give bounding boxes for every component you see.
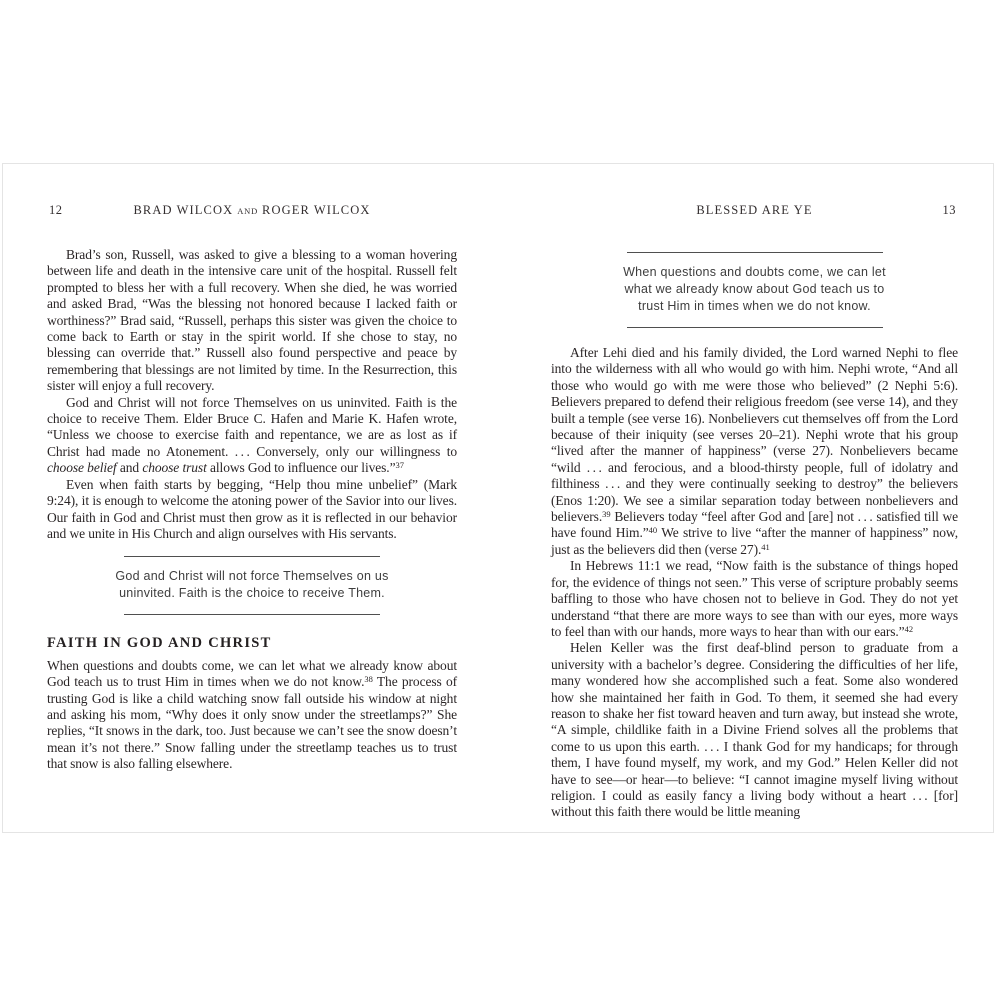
page-number-right: 13 [942,203,956,217]
section-heading: FAITH IN GOD AND CHRIST [47,635,272,652]
paragraph: After Lehi died and his family divided, the Lord warned Nephi to flee into the wilderness with all who would go with him. Nephi wrote, “And all those who would go with me were those who believed” (2 Nephi 5:6). Believers prepared to defend their religious freedom (see verse 14), and they built a temple (see verse 16). Nonbelievers cut themselves off from the Lord because of their iniquity (see verses 20–21). Nephi wrote that his group “lived after the manner of happiness” (verse 27). Nonbelievers became “wild . . . and ferocious, and a blood-thirsty people, full of idolatry and filthiness . . . and they were continually seeking to destroy” the believers (Enos 1:20). We see a similar separation today between nonbelievers and believers.$^{39}$ Believers today “feel after God and [are] not . . . satisfied till we have found Him.”$^{40}$ We strive to live “after the manner of happiness” now, just as the believers did then (verse 27).$^{41}$ [551,345,958,557]
running-head-right [551,203,958,218]
left-page-text-column [47,247,457,773]
running-head-conjunction: AND [237,206,259,216]
running-head-left-author1: BRAD WILCOX [133,203,234,217]
pull-quote-left [108,556,396,615]
paragraph: Helen Keller was the first deaf-blind person to graduate from a university with a bachelor’s degree. Considering the difficulties of her life, many wondered how she accomplished such a feat. Some also wondered how she maintained her faith in God. To them, it seemed she had every reason to shake her fist toward heaven and turn away, but instead she wrote, “A simple, childlike faith in a Divine Friend solves all the problems that come to us upon this earth. . . . I thank God for my handicaps; for through them, I have found myself, my work, and my God.” Helen Keller did not have to see—or hear—to believe: “I cannot imagine myself living without religion. I could as easily fancy a living body without a heart . . . [for] without this faith there would be little meaning [551,640,958,820]
right-page-text-column [551,247,958,821]
paragraph: When questions and doubts come, we can let what we already know about God teach us to trust Him in times when we do not know.$^{38}$ The process of trusting God is like a child watching snow fall outside his window at night and asking his mom, “Why does it only snow under the streetlamps?” She replies, “It snows in the dark, too. Just because we can’t see the snow doesn’t mean it’s not there.” Snow falling under the streetlamp teaches us to trust that snow is also falling elsewhere. [47,657,457,772]
running-head-left-author2: ROGER WILCOX [262,203,371,217]
paragraph: God and Christ will not force Themselves on us uninvited. Faith is the choice to receive Them. Elder Bruce C. Hafen and Marie K. Hafen wrote, “Unless we choose to exercise faith and repentance, we are as lost as if Christ had made no Atonement. . . . Conversely, only our willingness to choose belief and choose trust allows God to influence our lives.”$^{37}$ [47,394,457,476]
pull-quote-rule-bottom [627,327,883,328]
pull-quote-rule-bottom [124,614,380,615]
paragraph: Brad’s son, Russell, was asked to give a blessing to a woman hovering between life and death in the intensive care unit of the hospital. Russell felt prompted to bless her with a full recovery. When she died, he was worried and asked Brad, “Was the blessing not honored because I lacked faith or worthiness?” Brad said, “Russell, perhaps this sister was given the choice to come back to Earth or stay in the spirit world. If she chose to stay, no blessing can override that.” Russell also found perspective and peace by remembering that blessings are not limited by time. In the Resurrection, this sister will enjoy a full recovery. [47,247,457,394]
book-spread [2,163,994,833]
running-head-left [47,203,457,218]
paragraph: In Hebrews 11:1 we read, “Now faith is the substance of things hoped for, the evidence of things not seen.” This verse of scripture probably seems baffling to those who have chosen not to believe in God. They do not yet understand “that there are more ways to see than with our eyes, more ways to feel than with our hands, more ways to hear than with our ears.”$^{42}$ [551,558,958,639]
paragraph: Even when faith starts by begging, “Help thou mine unbelief” (Mark 9:24), it is enough to welcome the atoning power of the Savior into our lives. Our faith in God and Christ must then grow as it is reflected in our behavior and we unite in His Church and align ourselves with His servants. [47,476,457,541]
pull-quote-text: God and Christ will not force Themselves on us uninvited. Faith is the choice to receive Them. [115,569,389,601]
page-number-left: 12 [49,203,63,217]
pull-quote-text: When questions and doubts come, we can let what we already know about God teach us to trust Him in times when we do not know. [623,265,886,313]
running-head-book-title: BLESSED ARE YE [696,203,813,217]
pull-quote-right [611,252,899,328]
